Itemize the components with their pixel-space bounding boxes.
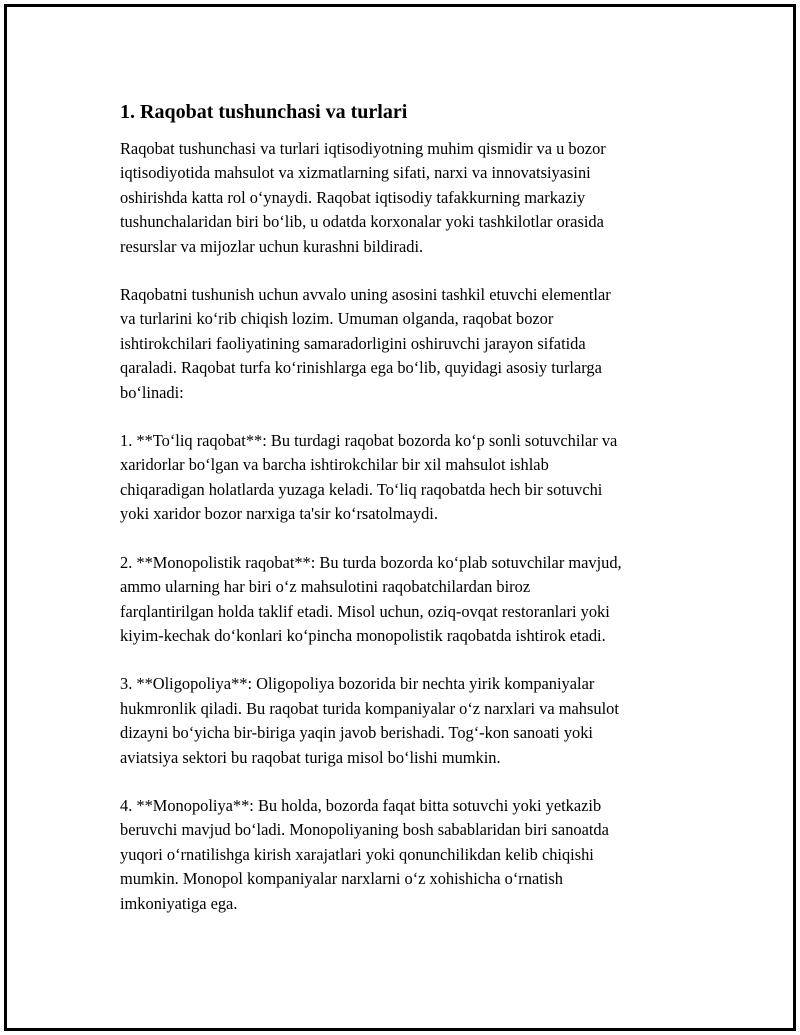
paragraph-line: ishtirokchilari faoliyatining samaradorligini oshiruvchi jarayon sifatida (120, 333, 586, 353)
paragraph-line: qaraladi. Raqobat turfa ko‘rinishlarga ega bo‘lib, quyidagi asosiy turlarga (120, 358, 602, 378)
paragraph-line: bo‘linadi: (120, 382, 184, 402)
paragraph-line: chiqaradigan holatlarda yuzaga keladi. To‘liq raqobatda hech bir sotuvchi (120, 479, 603, 499)
paragraph-line: dizayni bo‘yicha bir-biriga yaqin javob berishadi. Tog‘-kon sanoati yoki (120, 723, 593, 743)
paragraph-line: 2. **Monopolistik raqobat**: Bu turda bozorda ko‘plab sotuvchilar mavjud, (120, 552, 622, 572)
paragraph-line: mumkin. Monopol kompaniyalar narxlarni o‘z xohishicha o‘rnatish (120, 869, 563, 889)
paragraph-line: resurslar va mijozlar uchun kurashni bildiradi. (120, 236, 424, 256)
paragraph (120, 429, 700, 527)
paragraph-line: beruvchi mavjud bo‘ladi. Monopoliyaning bosh sabablaridan biri sanoatda (120, 820, 609, 840)
page-frame (4, 4, 796, 1031)
paragraph (120, 794, 700, 916)
paragraph-line: 1. **To‘liq raqobat**: Bu turdagi raqobat bozorda ko‘p sonli sotuvchilar va (120, 431, 618, 451)
paragraph-line: Raqobat tushunchasi va turlari iqtisodiyotning muhim qismidir va u bozor (120, 139, 606, 158)
paragraph-line: farqlantirilgan holda taklif etadi. Misol uchun, oziq-ovqat restoranlari yoki (120, 601, 610, 621)
paragraph-line: 4. **Monopoliya**: Bu holda, bozorda faqat bitta sotuvchi yoki yetkazib (120, 795, 602, 815)
paragraph-line: yuqori o‘rnatilishga kirish xarajatlari yoki qonunchilikdan kelib chiqishi (120, 844, 594, 864)
paragraph-line: hukmronlik qiladi. Bu raqobat turida kompaniyalar o‘z narxlari va mahsulot (120, 698, 619, 718)
paragraph-line: yoki xaridor bozor narxiga ta'sir ko‘rsatolmaydi. (120, 504, 438, 524)
paragraph-line: Raqobatni tushunish uchun avvalo uning asosini tashkil etuvchi elementlar (120, 285, 611, 305)
paragraph-line: tushunchalaridan biri bo‘lib, u odatda korxonalar yoki tashkilotlar orasida (120, 212, 604, 232)
document-body (120, 100, 700, 940)
paragraph-line: kiyim-kechak do‘konlari ko‘pincha monopolistik raqobatda ishtirok etadi. (120, 625, 606, 645)
paragraph (120, 137, 700, 259)
paragraph-line: xaridorlar bo‘lgan va barcha ishtirokchilar bir xil mahsulot ishlab (120, 455, 549, 475)
paragraph (120, 551, 700, 649)
paragraph-line: 3. **Oligopoliya**: Oligopoliya bozorida bir nechta yirik kompaniyalar (120, 674, 595, 694)
paragraph-line: va turlarini ko‘rib chiqish lozim. Umuman olganda, raqobat bozor (120, 309, 554, 329)
paragraph (120, 283, 700, 405)
paragraph-list (120, 137, 700, 916)
paragraph-line: oshirishda katta rol o‘ynaydi. Raqobat iqtisodiy tafakkurning markaziy (120, 187, 586, 207)
paragraph-line: aviatsiya sektori bu raqobat turiga misol bo‘lishi mumkin. (120, 747, 501, 767)
paragraph-line: ammo ularning har biri o‘z mahsulotini raqobatchilardan biroz (120, 577, 531, 597)
paragraph-line: iqtisodiyotida mahsulot va xizmatlarning sifati, narxi va innovatsiyasini (120, 163, 591, 183)
paragraph (120, 672, 700, 770)
section-heading: 1. Raqobat tushunchasi va turlari (120, 101, 408, 123)
paragraph-line: imkoniyatiga ega. (120, 893, 238, 913)
